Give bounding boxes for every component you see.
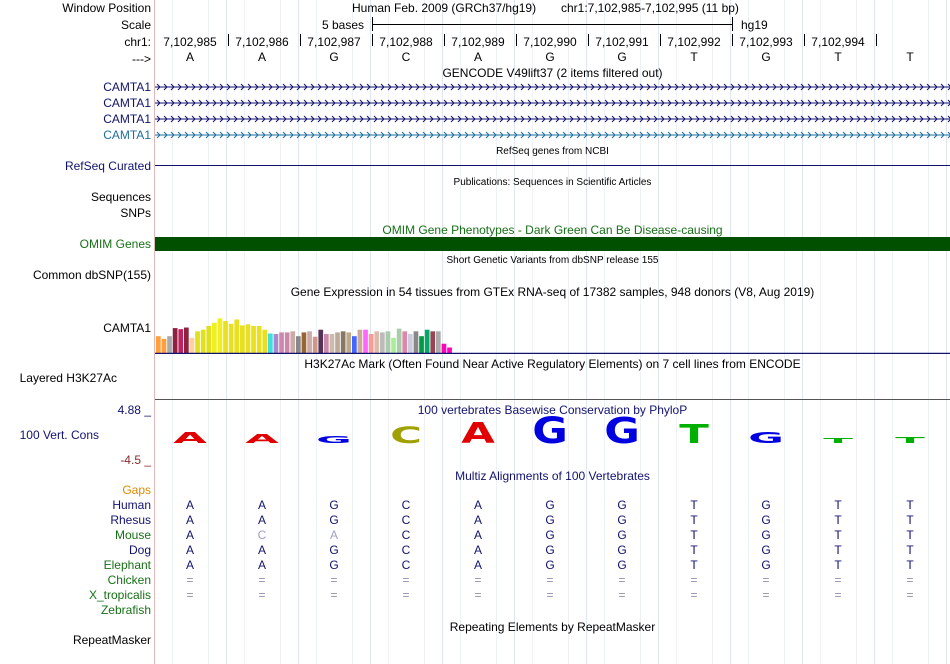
coordinate-label: 7,102,992 bbox=[667, 35, 721, 49]
alignment-base: = bbox=[330, 573, 338, 587]
alignment-base: G bbox=[545, 558, 555, 572]
gtex-tissue-bar bbox=[352, 336, 357, 354]
base-letter[interactable]: G bbox=[761, 50, 771, 64]
alignment-base: G bbox=[617, 558, 627, 572]
base-letter[interactable]: A bbox=[473, 50, 483, 64]
alignment-base: G bbox=[761, 528, 771, 542]
coordinate-tick bbox=[876, 34, 877, 46]
coordinate-tick bbox=[660, 34, 661, 46]
multiz-title: Multiz Alignments of 100 Vertebrates bbox=[455, 469, 650, 483]
gtex-tissue-bar bbox=[307, 331, 312, 354]
coordinate-tick bbox=[588, 34, 589, 46]
coordinate-tick bbox=[228, 34, 229, 46]
gtex-tissue-bar bbox=[330, 334, 335, 354]
omim-title: OMIM Gene Phenotypes - Dark Green Can Be Disease-causing bbox=[382, 223, 723, 237]
alignment-base: = bbox=[186, 588, 194, 602]
alignment-base: G bbox=[761, 513, 771, 527]
alignment-base: T bbox=[906, 528, 914, 542]
alignment-base: = bbox=[834, 588, 842, 602]
coordinate-tick bbox=[300, 34, 301, 46]
scale-label[interactable]: Scale bbox=[120, 18, 151, 32]
alignment-base: A bbox=[257, 558, 267, 572]
phylop-logo-letter: C bbox=[390, 423, 422, 446]
track-labels bbox=[0, 0, 153, 664]
phylop-logo-letter: G bbox=[748, 428, 784, 446]
alignment-base: A bbox=[473, 498, 483, 512]
species-label-human[interactable]: Human bbox=[112, 498, 151, 512]
gtex-tissue-bar bbox=[234, 319, 239, 354]
h3k27ac-title: H3K27Ac Mark (Often Found Near Active Regulatory Elements) on 7 cell lines from ENCODE bbox=[304, 357, 801, 371]
alignment-base: T bbox=[690, 513, 698, 527]
alignment-base: = bbox=[762, 573, 770, 587]
base-letter[interactable]: T bbox=[906, 50, 914, 64]
coordinate-label: 7,102,993 bbox=[739, 35, 793, 49]
cons-min-label: -4.5 _ bbox=[120, 453, 151, 467]
assembly-title: Human Feb. 2009 (GRCh37/hg19) bbox=[352, 1, 537, 15]
gtex-tissue-bar bbox=[279, 332, 284, 354]
gtex-tissue-bar bbox=[206, 326, 211, 354]
gtex-tissue-bar bbox=[391, 338, 396, 354]
track-area[interactable] bbox=[155, 0, 950, 664]
gtex-tissue-bar bbox=[341, 331, 346, 354]
alignment-base: = bbox=[690, 573, 698, 587]
species-label-chicken[interactable]: Chicken bbox=[107, 573, 151, 587]
gtex-tissue-bar bbox=[302, 332, 307, 354]
alignment-base: T bbox=[834, 543, 842, 557]
scale-bar bbox=[372, 24, 733, 25]
alignment-base: A bbox=[329, 528, 339, 542]
h3k27ac-label[interactable]: Layered H3K27Ac bbox=[19, 371, 117, 385]
alignment-base: G bbox=[545, 513, 555, 527]
phylop-logo-letter: A bbox=[461, 416, 495, 446]
gtex-tissue-bar bbox=[223, 321, 228, 354]
repeatmasker-label[interactable]: RepeatMasker bbox=[72, 633, 151, 647]
coordinate-label: 7,102,988 bbox=[379, 35, 433, 49]
alignment-base: = bbox=[474, 588, 482, 602]
alignment-base: G bbox=[329, 513, 339, 527]
alignment-base: = bbox=[186, 573, 194, 587]
base-letter[interactable]: A bbox=[257, 50, 267, 64]
gene-track-camta1-1[interactable] bbox=[155, 81, 950, 93]
alignment-base: = bbox=[546, 588, 554, 602]
alignment-base: G bbox=[617, 528, 627, 542]
gtex-tissue-bar bbox=[346, 332, 351, 354]
alignment-base: G bbox=[545, 543, 555, 557]
omim-gene-bar[interactable] bbox=[155, 237, 950, 251]
snps-label[interactable]: SNPs bbox=[120, 206, 151, 220]
coordinate-label: 7,102,989 bbox=[451, 35, 505, 49]
alignment-base: A bbox=[257, 498, 267, 512]
gtex-tissue-bar bbox=[358, 330, 363, 354]
alignment-base: G bbox=[761, 558, 771, 572]
gtex-barchart[interactable] bbox=[155, 298, 950, 354]
gtex-tissue-bar bbox=[442, 344, 447, 354]
gtex-gene-label[interactable]: CAMTA1 bbox=[103, 321, 151, 335]
phylop-logo-letter: G bbox=[532, 416, 568, 446]
alignment-base: G bbox=[545, 498, 555, 512]
base-letter[interactable]: A bbox=[185, 50, 195, 64]
gtex-tissue-bar bbox=[335, 332, 340, 354]
gtex-tissue-bar bbox=[397, 329, 402, 354]
alignment-base: T bbox=[906, 558, 914, 572]
alignment-base: A bbox=[473, 558, 483, 572]
gene-label-camta1-1[interactable]: CAMTA1 bbox=[103, 80, 151, 94]
alignment-base: G bbox=[761, 498, 771, 512]
alignment-base: = bbox=[402, 588, 410, 602]
gtex-tissue-bar bbox=[380, 332, 385, 354]
alignment-base: T bbox=[834, 528, 842, 542]
gtex-tissue-bar bbox=[318, 330, 323, 354]
alignment-base: C bbox=[401, 498, 411, 512]
gene-label-camta1-3[interactable]: CAMTA1 bbox=[103, 112, 151, 126]
alignment-base: T bbox=[834, 513, 842, 527]
coordinate-tick bbox=[516, 34, 517, 46]
alignment-base: T bbox=[906, 498, 914, 512]
alignment-base: T bbox=[834, 498, 842, 512]
base-letter[interactable]: C bbox=[401, 50, 411, 64]
phylop-conservation-plot[interactable] bbox=[155, 416, 950, 446]
gtex-tissue-bar bbox=[178, 329, 183, 354]
alignment-base: A bbox=[473, 513, 483, 527]
alignment-base: = bbox=[762, 588, 770, 602]
species-label-dog[interactable]: Dog bbox=[128, 543, 151, 557]
gtex-tissue-bar bbox=[285, 332, 290, 354]
gtex-tissue-bar bbox=[262, 330, 267, 354]
alignment-base: C bbox=[401, 528, 411, 542]
gtex-tissue-bar bbox=[212, 323, 217, 354]
chr-label[interactable]: chr1: bbox=[124, 35, 151, 49]
gtex-tissue-bar bbox=[167, 336, 172, 354]
alignment-base: = bbox=[906, 573, 914, 587]
coordinate-label: 7,102,990 bbox=[523, 35, 577, 49]
alignment-base: = bbox=[546, 573, 554, 587]
alignment-base: T bbox=[690, 498, 698, 512]
coordinate-label: 7,102,994 bbox=[811, 35, 865, 49]
alignment-base: = bbox=[834, 573, 842, 587]
alignment-base: T bbox=[906, 513, 914, 527]
gtex-tissue-bar bbox=[173, 328, 178, 354]
gene-label-camta1-2[interactable]: CAMTA1 bbox=[103, 96, 151, 110]
gtex-tissue-bar bbox=[240, 325, 245, 354]
gtex-tissue-bar bbox=[430, 331, 435, 354]
gtex-tissue-bar bbox=[386, 331, 391, 354]
strand-label[interactable]: ---> bbox=[132, 52, 151, 66]
gtex-tissue-bar bbox=[408, 334, 413, 354]
gtex-tissue-bar bbox=[419, 336, 424, 354]
alignment-base: = bbox=[330, 588, 338, 602]
gtex-tissue-bar bbox=[257, 326, 262, 354]
alignment-base: G bbox=[329, 498, 339, 512]
alignment-base: A bbox=[257, 513, 267, 527]
coordinate-label: 7,102,986 bbox=[235, 35, 289, 49]
coordinate-tick bbox=[732, 34, 733, 46]
alignment-base: A bbox=[185, 498, 195, 512]
alignment-base: G bbox=[329, 543, 339, 557]
gtex-tissue-bar bbox=[425, 330, 430, 354]
phylop-logo-letter: T bbox=[895, 436, 925, 445]
h3k27ac-baseline bbox=[155, 399, 950, 400]
base-letter[interactable]: G bbox=[617, 50, 627, 64]
coordinate-tick bbox=[804, 34, 805, 46]
gtex-tissue-bar bbox=[195, 331, 200, 354]
phylop-logo-letter: A bbox=[173, 428, 207, 446]
alignment-base: = bbox=[258, 573, 266, 587]
gtex-tissue-bar bbox=[201, 330, 206, 354]
alignment-base: T bbox=[834, 558, 842, 572]
phylop-title: 100 vertebrates Basewise Conservation by PhyloP bbox=[417, 403, 688, 417]
species-label-elephant[interactable]: Elephant bbox=[103, 558, 151, 572]
alignment-base: A bbox=[473, 528, 483, 542]
phylop-logo-letter: T bbox=[679, 420, 709, 446]
alignment-base: A bbox=[185, 558, 195, 572]
gtex-tissue-bar bbox=[402, 331, 407, 354]
alignment-base: A bbox=[473, 543, 483, 557]
phylop-logo-letter: G bbox=[316, 434, 352, 446]
gtex-tissue-bar bbox=[363, 330, 368, 354]
alignment-base: C bbox=[257, 528, 267, 542]
alignment-base: G bbox=[617, 498, 627, 512]
gtex-tissue-bar bbox=[218, 318, 223, 354]
sequences-label[interactable]: Sequences bbox=[90, 190, 151, 204]
alignment-base: = bbox=[402, 573, 410, 587]
alignment-base: G bbox=[617, 543, 627, 557]
base-letter[interactable]: T bbox=[690, 50, 698, 64]
coordinate-label: 7,102,991 bbox=[595, 35, 649, 49]
alignment-base: T bbox=[690, 528, 698, 542]
species-label-x_tropicalis[interactable]: X_tropicalis bbox=[88, 588, 151, 602]
gtex-tissue-bar bbox=[251, 326, 256, 354]
coordinate-tick bbox=[444, 34, 445, 46]
gtex-tissue-bar bbox=[156, 336, 161, 354]
species-label-mouse[interactable]: Mouse bbox=[114, 528, 151, 542]
gtex-tissue-bar bbox=[374, 331, 379, 354]
dbsnp-title: Short Genetic Variants from dbSNP release 155 bbox=[446, 255, 659, 266]
gtex-tissue-bar bbox=[190, 338, 195, 354]
cons-name-label[interactable]: 100 Vert. Cons bbox=[19, 428, 99, 442]
gtex-tissue-bar bbox=[290, 331, 295, 354]
gtex-tissue-bar bbox=[229, 324, 234, 354]
omim-label[interactable]: OMIM Genes bbox=[79, 237, 151, 251]
gene-track-camta1-3[interactable] bbox=[155, 113, 950, 125]
gene-track-camta1-4[interactable] bbox=[155, 129, 950, 141]
species-label-zebrafish[interactable]: Zebrafish bbox=[100, 603, 151, 617]
alignment-base: A bbox=[257, 543, 267, 557]
gene-label-camta1-4[interactable]: CAMTA1 bbox=[103, 128, 151, 142]
alignment-base: T bbox=[690, 543, 698, 557]
repeatmasker-title: Repeating Elements by RepeatMasker bbox=[449, 620, 656, 634]
scale-db: hg19 bbox=[741, 18, 768, 32]
species-label-gaps[interactable]: Gaps bbox=[122, 483, 151, 497]
refseq-gene-line[interactable] bbox=[155, 165, 950, 166]
gtex-tissue-bar bbox=[184, 328, 189, 354]
scale-bar-left-tick bbox=[372, 17, 373, 31]
coordinate-label: 7,102,987 bbox=[307, 35, 361, 49]
alignment-base: G bbox=[545, 528, 555, 542]
base-letter[interactable]: G bbox=[329, 50, 339, 64]
alignment-base: T bbox=[690, 558, 698, 572]
alignment-base: = bbox=[906, 588, 914, 602]
refseq-label[interactable]: RefSeq Curated bbox=[64, 159, 151, 173]
gencode-title: GENCODE V49lift37 (2 items filtered out) bbox=[442, 66, 663, 80]
alignment-base: G bbox=[761, 543, 771, 557]
gtex-tissue-bar bbox=[369, 334, 374, 354]
phylop-logo-letter: T bbox=[823, 436, 853, 445]
alignment-base: C bbox=[401, 558, 411, 572]
alignment-base: G bbox=[617, 513, 627, 527]
scale-text: 5 bases bbox=[322, 18, 365, 32]
phylop-logo-letter: G bbox=[604, 416, 640, 446]
phylop-logo-letter: A bbox=[245, 431, 279, 446]
species-label-rhesus[interactable]: Rhesus bbox=[110, 513, 151, 527]
alignment-base: = bbox=[618, 573, 626, 587]
alignment-base: = bbox=[618, 588, 626, 602]
gtex-tissue-bar bbox=[296, 336, 301, 354]
refseq-title: RefSeq genes from NCBI bbox=[496, 146, 609, 157]
gtex-tissue-bar bbox=[414, 331, 419, 354]
alignment-base: = bbox=[258, 588, 266, 602]
base-letter[interactable]: T bbox=[834, 50, 842, 64]
alignment-base: A bbox=[185, 543, 195, 557]
gtex-tissue-bar bbox=[268, 333, 273, 354]
position-title: chr1:7,102,985-7,102,995 (11 bp) bbox=[561, 1, 739, 15]
gene-track-camta1-2[interactable] bbox=[155, 97, 950, 109]
alignment-base: = bbox=[474, 573, 482, 587]
alignment-base: T bbox=[906, 543, 914, 557]
dbsnp-label[interactable]: Common dbSNP(155) bbox=[32, 268, 151, 282]
gtex-tissue-bar bbox=[162, 339, 167, 354]
coordinate-tick bbox=[372, 34, 373, 46]
cons-max-label: 4.88 _ bbox=[117, 403, 151, 417]
gtex-tissue-bar bbox=[274, 334, 279, 354]
gtex-tissue-bar bbox=[313, 337, 318, 354]
gtex-tissue-bar bbox=[436, 331, 441, 354]
alignment-base: A bbox=[185, 528, 195, 542]
alignment-base: C bbox=[401, 513, 411, 527]
alignment-base: A bbox=[185, 513, 195, 527]
publications-title: Publications: Sequences in Scientific Articles bbox=[453, 177, 652, 188]
alignment-base: C bbox=[401, 543, 411, 557]
gtex-tissue-bar bbox=[246, 324, 251, 354]
scale-bar-right-tick bbox=[732, 17, 733, 31]
alignment-base: = bbox=[690, 588, 698, 602]
window-position-label[interactable]: Window Position bbox=[62, 1, 151, 15]
base-letter[interactable]: G bbox=[545, 50, 555, 64]
gtex-tissue-bar bbox=[324, 334, 329, 354]
alignment-base: G bbox=[329, 558, 339, 572]
coordinate-label: 7,102,985 bbox=[163, 35, 217, 49]
gtex-title: Gene Expression in 54 tissues from GTEx RNA-seq of 17382 samples, 948 donors (V8, Aug 2019) bbox=[290, 285, 815, 299]
